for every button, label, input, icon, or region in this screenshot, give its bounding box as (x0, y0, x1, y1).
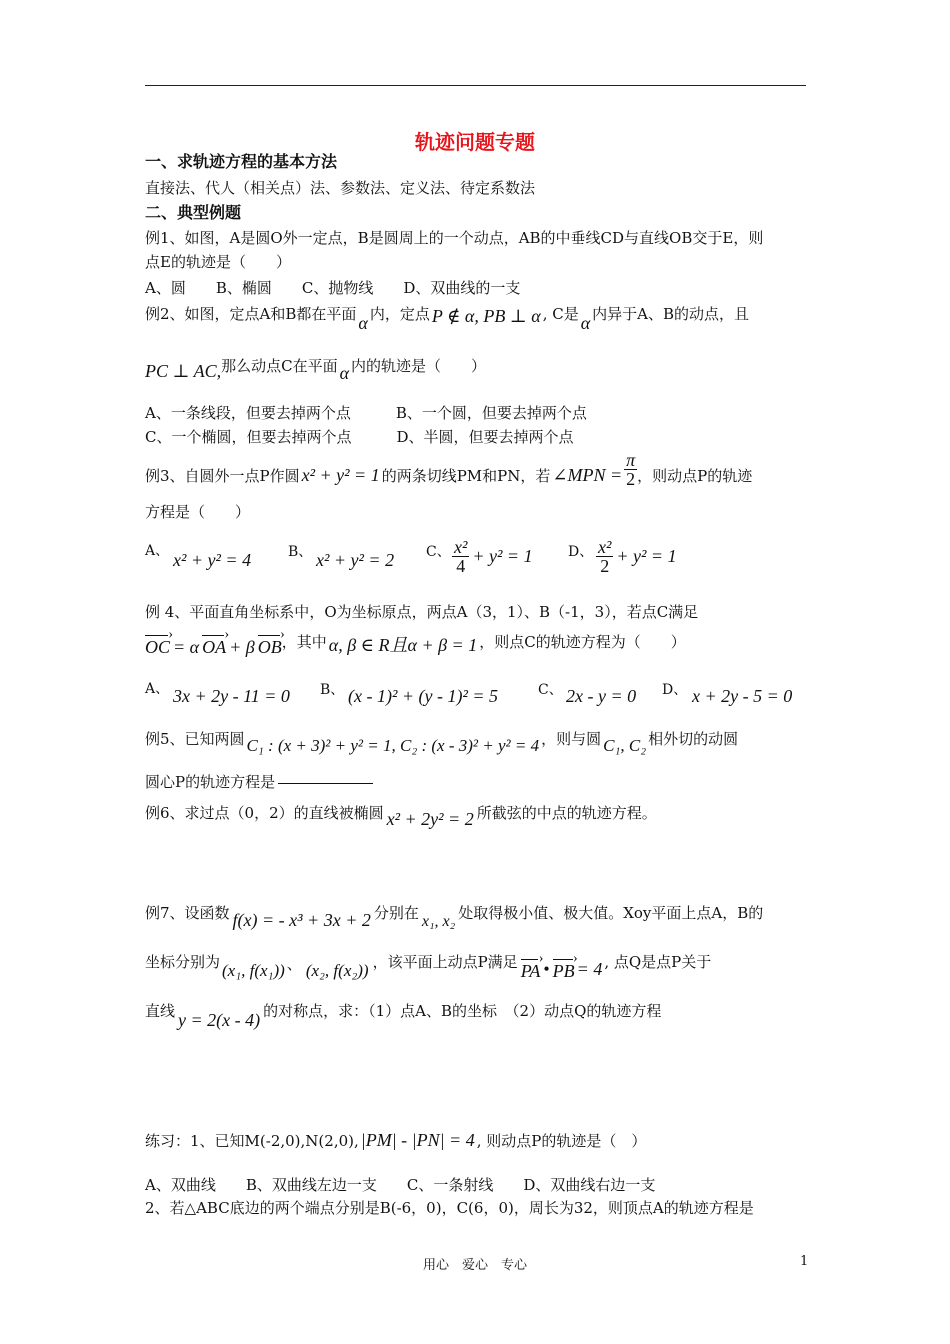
ex5-text1: 例5、已知两圆 (145, 730, 245, 748)
alpha-symbol: α (580, 313, 591, 333)
ex2-text3: , C是 (542, 305, 579, 323)
ex4-eq: = α (173, 637, 200, 657)
ex2-condition2: PC ⊥ AC, (145, 361, 222, 381)
ex5-circles: C₁ : (x + 3)² + y² = 1, C₂ : (x - 3)² + y² = 4 (246, 736, 540, 755)
fraction-denominator: 2 (626, 468, 636, 489)
ex7-eq4: = 4 (576, 959, 603, 979)
optC-rest: + y² = 1 (472, 546, 533, 566)
ex4-line1: 例 4、平面直角坐标系中，O为坐标原点，两点A（3，1）、B（-1，3），若点C满足 (145, 603, 699, 621)
ex2-options-ab: A、一条线段，但要去掉两个点 B、一个圆，但要去掉两个点 (145, 404, 587, 422)
ex7-function: f(x) = - x³ + 3x + 2 (232, 910, 371, 930)
fraction-numerator: x² (598, 537, 612, 557)
page-title: 轨迹问题专题 (415, 130, 535, 154)
ex7-l3a: 直线 (145, 1002, 176, 1020)
fraction-numerator: π (626, 449, 636, 470)
ex7-l2a: 坐标分别为 (145, 953, 221, 971)
fraction-denominator: 2 (600, 556, 610, 576)
methods-text: 直接法、代人（相关点）法、参数法、定义法、待定系数法 (145, 179, 536, 197)
ex6-line (145, 802, 657, 829)
ex7-l2b: ，该平面上动点P满足 (372, 953, 518, 971)
ex7-point2: (x₂, f(x₂)) (305, 961, 369, 980)
ex3-text2: 的两条切线PM和PN，若 (381, 467, 551, 485)
ex3-angle: ∠MPN = (552, 465, 623, 485)
ex4-optA: 3x + 2y - 11 = 0 (173, 686, 290, 706)
fraction-denominator: 4 (456, 556, 466, 576)
ex2-text2: 内，定点 (369, 305, 430, 323)
ex4-line2 (145, 633, 686, 658)
optD-rest: + y² = 1 (616, 546, 677, 566)
ex7-line3 (145, 1000, 662, 1030)
ex4-optB-label: B、 (320, 682, 345, 698)
practice-text2: , 则动点P的轨迹是（ ） (476, 1132, 647, 1150)
ex5-c1c2: C₁, C₂ (603, 736, 647, 755)
ex3-optA-label: A、 (145, 543, 170, 559)
ex3-optD (596, 538, 677, 575)
practice-condition: |PM| - |PN| = 4 (360, 1130, 475, 1150)
ex2-text6: 内的轨迹是（ ） (351, 357, 487, 375)
answer-blank (278, 783, 373, 784)
ex2-line2 (145, 355, 487, 383)
practice-text1: 练习：1、已知M(-2,0),N(2,0), (145, 1132, 359, 1150)
ex3-text1: 例3、自圆外一点P作圆 (145, 467, 300, 485)
vector-OB: OB › (258, 637, 282, 657)
ex4-optB: (x - 1)² + (y - 1)² = 5 (348, 686, 499, 706)
vector-OC: OC › (145, 637, 170, 657)
ex7-l2c: , 点Q是点P关于 (604, 953, 712, 971)
ex7-text3: 处取得极小值、极大值。Xoy平面上点A，B的 (458, 904, 764, 922)
ex4-optC-label: C、 (538, 682, 563, 698)
section2-heading: 二、典型例题 (145, 203, 242, 222)
ex5-line1 (145, 729, 739, 755)
ex2-text1: 例2、如图，定点A和B都在平面 (145, 305, 357, 323)
ex3-optD-label: D、 (568, 544, 594, 560)
section1-heading: 一、求轨迹方程的基本方法 (145, 152, 338, 171)
ex7-point1: (x₁, f(x₁)) (222, 961, 285, 980)
ex6-text2: 所截弦的中点的轨迹方程。 (476, 804, 657, 822)
ex3-optC-label: C、 (426, 544, 451, 560)
ex7-x1x2: x₁, x₂ (421, 913, 456, 930)
page-number: 1 (800, 1254, 809, 1269)
ex4-optD: x + 2y - 5 = 0 (692, 686, 793, 706)
ex2-line1 (145, 303, 750, 333)
ex7-l3b: 的对称点，求：（1）点A、B的坐标 （2）动点Q的轨迹方程 (263, 1002, 662, 1020)
ex6-ellipse: x² + 2y² = 2 (386, 809, 474, 829)
ex5-line2 (145, 772, 373, 792)
ex1-options: A、圆 B、椭圆 C、抛物线 D、双曲线的一支 (145, 279, 521, 297)
ex7-symmetry-line: y = 2(x - 4) (178, 1010, 261, 1030)
practice-q2: 2、若△ABC底边的两个端点分别是B(-6，0)，C(6，0)，周长为32，则顶点A的轨迹方程是 (145, 1199, 754, 1217)
ex7-line1 (145, 902, 764, 930)
header-rule (145, 85, 806, 86)
vector-PB: PB › (553, 961, 575, 981)
ex5-text2: ，则与圆 (541, 730, 602, 748)
ex3-optA: x² + y² = 4 (173, 550, 252, 570)
ex3-text3: ，则动点P的轨迹 (637, 467, 753, 485)
ex4-text2: ，其中 (281, 633, 327, 651)
footer-slogan: 用心 爱心 专心 (422, 1258, 527, 1273)
ex3-pi-fraction (624, 451, 637, 488)
vector-OA: OA › (202, 637, 226, 657)
optC-fraction (452, 538, 469, 575)
ex6-text1: 例6、求过点（0，2）的直线被椭圆 (145, 804, 384, 822)
practice-line1 (145, 1130, 646, 1151)
ex3-optB: x² + y² = 2 (316, 550, 395, 570)
alpha-symbol: α (339, 363, 350, 383)
alpha-symbol: α (358, 313, 368, 333)
fraction-numerator: x² (454, 537, 468, 557)
ex4-optD-label: D、 (662, 682, 688, 698)
vector-PA: PA › (521, 961, 541, 981)
ex3-line1 (145, 449, 753, 489)
ex7-text2: 分别在 (373, 904, 419, 922)
ex4-text3: ，则点C的轨迹方程为（ ） (479, 633, 686, 651)
ex4-condition: α, β ∈ R且α + β = 1 (328, 635, 478, 655)
ex3-optC (452, 538, 533, 575)
ex3-optB-label: B、 (288, 544, 313, 560)
ex2-condition1: P ∉ α, PB ⊥ α (431, 306, 541, 326)
optD-fraction (596, 538, 613, 575)
ex5-text3: 相外切的动圆 (648, 730, 739, 748)
ex3-circle-eq: x² + y² = 1 (301, 465, 380, 485)
ex7-text1: 例7、设函数 (145, 904, 230, 922)
ex4-optA-label: A、 (145, 681, 170, 697)
dot-operator: • (543, 959, 550, 979)
ex4-plus: + β (229, 637, 255, 657)
ex7-sep: 、 (286, 955, 302, 973)
practice-options: A、双曲线 B、双曲线左边一支 C、一条射线 D、双曲线右边一支 (145, 1176, 656, 1194)
ex1-line1: 例1、如图，A是圆O外一定点，B是圆周上的一个动点，AB的中垂线CD与直线OB交于E，则 (145, 229, 764, 247)
ex2-text4: 内异于A、B的动点，且 (592, 305, 750, 323)
ex1-line2: 点E的轨迹是（ ） (145, 253, 291, 271)
ex7-line2 (145, 951, 712, 981)
ex4-optC: 2x - y = 0 (566, 686, 637, 706)
ex2-options-cd: C、一个椭圆，但要去掉两个点 D、半圆，但要去掉两个点 (145, 428, 574, 446)
ex3-line2: 方程是（ ） (145, 503, 251, 521)
ex2-text5: 那么动点C在平面 (221, 357, 338, 375)
ex5-line2-text: 圆心P的轨迹方程是 (145, 773, 276, 791)
